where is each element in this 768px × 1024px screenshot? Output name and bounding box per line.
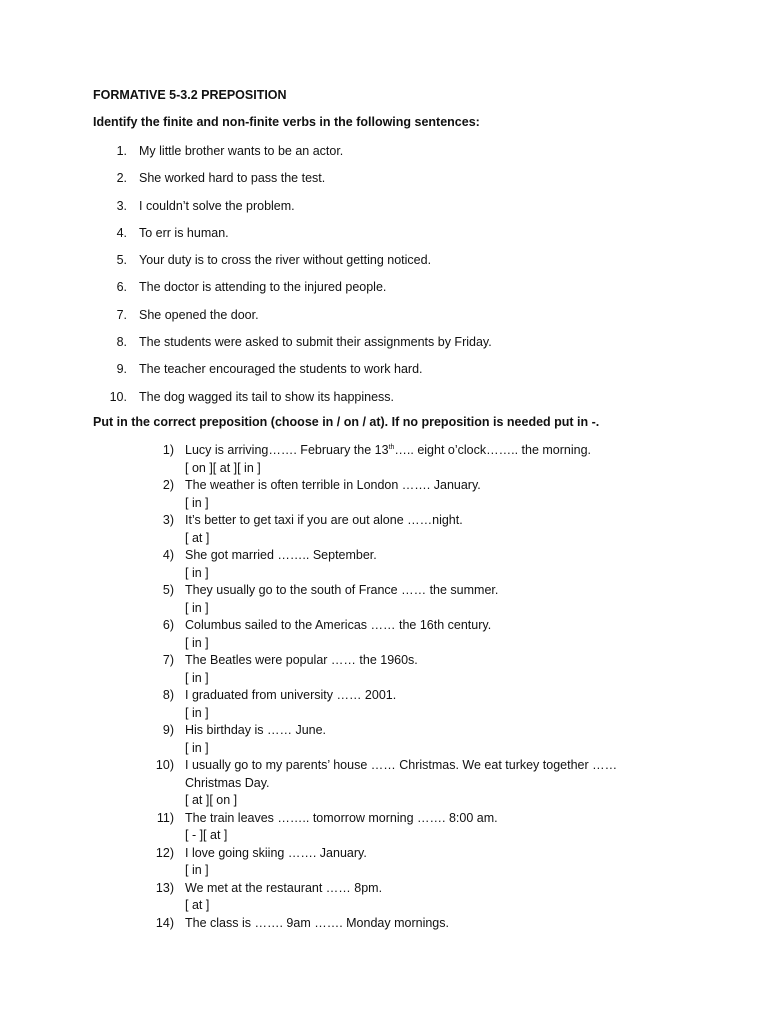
- list-item-number: 7.: [116, 307, 127, 322]
- verb-exercise-list: [0, 143, 768, 416]
- question-text: [185, 582, 645, 600]
- section2-instruction: Put in the correct preposition (choose in / on / at). If no preposition is needed put in -.: [93, 415, 600, 429]
- question-text-start: I love going skiing ……. January.: [185, 845, 367, 860]
- list-item: [0, 334, 768, 361]
- list-item-number: 9): [162, 723, 174, 737]
- question-text-start: I usually go to my parents’ house …… Christmas. We eat turkey together …… Christmas Day.: [185, 758, 618, 790]
- list-item-text: The students were asked to submit their assignments by Friday.: [139, 335, 492, 350]
- question-text: [185, 722, 645, 740]
- answer-text: [ on ][ at ][ in ]: [185, 460, 261, 475]
- list-item-number: 1.: [116, 144, 127, 158]
- question-text-start: Columbus sailed to the Americas …… the 16th century.: [185, 618, 492, 632]
- list-item: [0, 687, 768, 722]
- list-item-number: 14): [155, 915, 174, 930]
- list-item: [0, 198, 768, 225]
- answer-text: [ at ]: [185, 530, 210, 545]
- list-item-number: 5): [162, 583, 174, 597]
- list-item: [0, 845, 768, 880]
- question-text: [185, 617, 645, 635]
- list-item: [0, 143, 768, 170]
- list-item-number: 11): [156, 810, 174, 825]
- list-item-text: She opened the door.: [139, 307, 259, 322]
- list-item-number: 6): [162, 618, 174, 632]
- question-text: [185, 652, 645, 670]
- question-text: [185, 845, 645, 863]
- question-text: [185, 687, 645, 705]
- list-item-text: She worked hard to pass the test.: [139, 171, 326, 186]
- list-item: [0, 442, 768, 477]
- list-item-text: My little brother wants to be an actor.: [139, 144, 344, 158]
- question-text-start: The weather is often terrible in London ……. January.: [185, 478, 481, 492]
- list-item: [0, 915, 768, 933]
- list-item: [0, 361, 768, 388]
- question-text: [185, 512, 645, 530]
- list-item: [0, 880, 768, 915]
- list-item-number: 3): [162, 513, 174, 527]
- question-text-start: His birthday is …… June.: [185, 723, 327, 737]
- list-item: [0, 652, 768, 687]
- list-item: [0, 170, 768, 197]
- list-item: [0, 307, 768, 334]
- list-item-text: To err is human.: [139, 225, 229, 240]
- answer-text: [ in ]: [185, 600, 209, 615]
- answer-text: [ in ]: [185, 565, 209, 580]
- list-item-number: 8.: [116, 335, 127, 350]
- list-item-number: 13): [155, 880, 174, 895]
- ordinal-superscript: th: [388, 443, 395, 451]
- list-item-number: 8): [162, 688, 174, 702]
- list-item-text: The teacher encouraged the students to work hard.: [139, 362, 423, 377]
- list-item: [0, 582, 768, 617]
- list-item-number: 3.: [116, 198, 127, 213]
- list-item: [0, 547, 768, 582]
- document-title: FORMATIVE 5-3.2 PREPOSITION: [93, 88, 287, 102]
- list-item: [0, 477, 768, 512]
- question-text: [185, 810, 645, 828]
- list-item-number: 5.: [116, 253, 127, 268]
- answer-text: [ at ][ on ]: [185, 793, 238, 807]
- list-item-number: 2): [162, 478, 174, 492]
- list-item-number: 7): [162, 653, 174, 667]
- list-item: [0, 389, 768, 416]
- question-text-start: Lucy is arriving……. February the 13: [185, 443, 389, 457]
- list-item-number: 10): [155, 758, 174, 772]
- answer-text: [ in ]: [185, 670, 209, 685]
- question-text-start: We met at the restaurant …… 8pm.: [185, 880, 383, 895]
- answer-text: [ at ]: [185, 898, 210, 912]
- preposition-exercise-list: [0, 442, 768, 932]
- list-item: [0, 279, 768, 306]
- answer-text: [ - ][ at ]: [185, 828, 228, 842]
- list-item-number: 9.: [116, 362, 127, 377]
- list-item-number: 2.: [116, 171, 127, 186]
- answer-text: [ in ]: [185, 863, 209, 877]
- list-item-text: The doctor is attending to the injured people.: [139, 280, 387, 295]
- question-text: [185, 915, 645, 933]
- list-item: [0, 757, 768, 810]
- list-item: [0, 722, 768, 757]
- answer-text: [ in ]: [185, 635, 209, 650]
- list-item: [0, 810, 768, 845]
- question-text-start: I graduated from university …… 2001.: [185, 688, 397, 702]
- answer-text: [ in ]: [185, 705, 209, 720]
- section1-instruction: Identify the finite and non-finite verbs in the following sentences:: [93, 115, 480, 129]
- question-text: [185, 477, 645, 495]
- list-item-text: I couldn’t solve the problem.: [139, 198, 295, 213]
- question-text: [185, 547, 645, 565]
- question-text: [185, 757, 645, 792]
- list-item-text: The dog wagged its tail to show its happiness.: [139, 389, 395, 404]
- list-item-number: 4): [162, 548, 174, 562]
- list-item: [0, 512, 768, 547]
- answer-text: [ in ]: [185, 495, 209, 510]
- question-text-start: It’s better to get taxi if you are out alone ……night.: [185, 513, 463, 527]
- question-text-start: The train leaves …….. tomorrow morning ……. 8:00 am.: [185, 810, 498, 825]
- list-item-number: 10.: [109, 389, 127, 404]
- list-item-number: 1): [162, 443, 174, 457]
- answer-text: [ in ]: [185, 740, 209, 755]
- question-text-end: ….. eight o’clock…….. the morning.: [394, 443, 592, 457]
- list-item: [0, 252, 768, 279]
- question-text: [185, 442, 645, 460]
- question-text: [185, 880, 645, 898]
- question-text-start: The Beatles were popular …… the 1960s.: [185, 653, 418, 667]
- list-item-number: 12): [155, 845, 174, 860]
- list-item-number: 4.: [116, 225, 127, 240]
- list-item-text: Your duty is to cross the river without getting noticed.: [139, 253, 432, 268]
- list-item: [0, 225, 768, 252]
- list-item-number: 6.: [116, 280, 127, 295]
- list-item: [0, 617, 768, 652]
- question-text-start: They usually go to the south of France …… the summer.: [185, 583, 499, 597]
- question-text-start: She got married …….. September.: [185, 548, 377, 562]
- question-text-start: The class is ……. 9am ……. Monday mornings.: [185, 915, 449, 930]
